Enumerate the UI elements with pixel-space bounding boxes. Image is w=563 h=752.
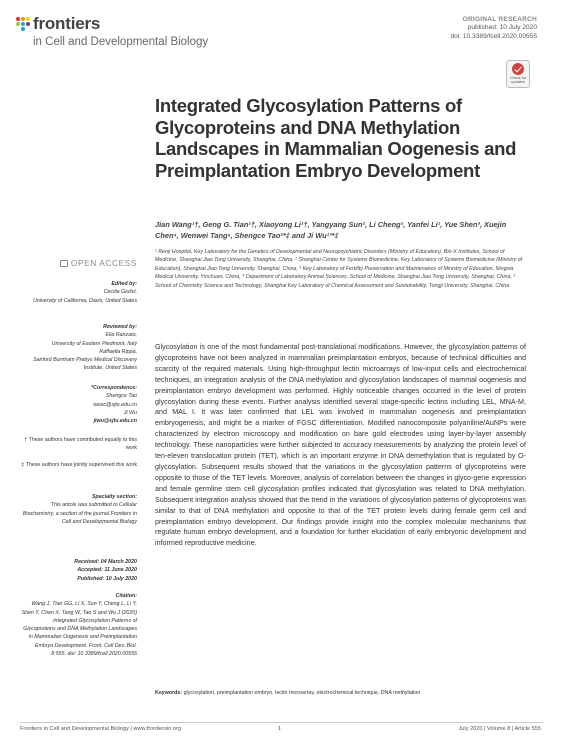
published-date: published: 10 July 2020 (467, 24, 537, 32)
reviewed-by-label: Reviewed by: (103, 324, 137, 330)
specialty-label: Specialty section: (91, 494, 137, 500)
corr2-name: Ji Wu (123, 409, 137, 416)
received-date: Received: 04 March 2020 (74, 559, 137, 565)
citation (20, 592, 137, 658)
edited-by-label: Edited by: (111, 281, 137, 287)
corr2-email[interactable]: jiwu@sjtu.edu.cn (93, 418, 137, 425)
keywords (155, 690, 535, 696)
open-access-label: OPEN ACCESS (38, 258, 137, 268)
page-number: 1 (278, 726, 282, 732)
keywords-text: glycosylation, preimplantation embryo, lectin microarray, electrochemical technique, DNA methylation (183, 690, 421, 696)
article-title: Integrated Glycosylation Patterns of Glycoproteins and DNA Methylation Landscapes in Mammalian Oogenesis and Preimplantation Embryo Development (155, 95, 517, 181)
author-list[interactable]: Jian Wang¹†, Geng G. Tian¹†, Xiaoyong Li¹†, Yangyang Sun², Li Cheng², Yanfei Li¹, Yue Shen³, Xuejin Chen⁴, Wenwei Tang⁵, Shengce Tao²*‡ and Ji Wu¹³*‡ (155, 220, 507, 240)
doi[interactable]: doi: 10.3389/fcell.2020.00555 (450, 32, 537, 40)
reviewer2-affiliation: Sanford Burnham Prebys Medical Discovery Institute, United States (33, 357, 137, 372)
corr1-name: Shengce Tao (105, 393, 137, 400)
specialty-text: This article was submitted to Cellular Biochemistry, a section of the journal Frontiers in Cell and Developmental Biology (22, 502, 137, 525)
joint-supervision-note: ‡ These authors have jointly supervised this work (21, 462, 137, 468)
correspondence-label: *Correspondence: (91, 385, 137, 391)
footer-journal[interactable]: Frontiers in Cell and Developmental Biology | www.frontiersin.org (20, 726, 181, 732)
article-type: ORIGINAL RESEARCH (462, 16, 537, 23)
edited-by (20, 280, 137, 305)
editor-affiliation: University of California, Davis, United States (33, 297, 137, 304)
corr1-email[interactable]: taosc@sjtu.edu.cn (93, 401, 137, 408)
affiliations: ¹ Renji Hospital, Key Laboratory for the Genetics of Developmental and Neuropsychiatric Disorders (Ministry of Education), Bio-X Institutes, School of Medicine, Shanghai Jiao Tong University, Shanghai, China, ² Shanghai Center for Systems Biomedicine, Key Laboratory of Systems Biomedicine (Ministry of Education), Shanghai Jiao Tong University, Shanghai, China, ³ Key Laboratory of Fertility Preservation and Maintenance of Ministry of Education, Ningxia Medical University, Yinchuan, China, ⁴ Department of Laboratory Animal Sciences, School of Medicine, Shanghai Jiao Tong University, Shanghai, China, ⁵ School of Chemistry Science and Technology, Shanghai Key Laboratory of Chemical Assessment and Sustainability, Tongji University, Shanghai, China (155, 249, 523, 289)
check-icon (512, 63, 524, 75)
journal-name: in Cell and Developmental Biology (33, 36, 209, 48)
check-updates-label: Check for updates (509, 76, 527, 84)
brand-name: frontiers (33, 14, 101, 33)
correspondence (20, 384, 137, 425)
reviewed-by (20, 323, 137, 373)
reviewer1-affiliation: University of Eastern Piedmont, Italy (51, 340, 137, 347)
accepted-date: Accepted: 11 June 2020 (77, 567, 137, 574)
published-date-sidebar: Published: 10 July 2020 (77, 575, 137, 582)
specialty-section (20, 493, 137, 526)
article-meta (450, 16, 537, 41)
reviewer1-name[interactable]: Elia Ranzato, (105, 332, 137, 339)
reviewer2-name[interactable]: Raffaella Rippa, (99, 348, 137, 355)
footer-divider (20, 722, 543, 723)
check-for-updates-button[interactable] (506, 60, 530, 88)
citation-text: Wang J, Tian GG, Li X, Sun Y, Cheng L, Li Y, Shen Y, Chen X, Tang W, Tao S and Wu J (2020) Integrated Glycosylation Patterns of Glycoproteins and DNA Methylation Landscapes in Mammalian Oogenesis and Preimplantation Embryo Development. Front. Cell Dev. Biol. 8:555. doi: 10.3389/fcell.2020.00555 (21, 601, 137, 658)
frontiers-logo[interactable] (16, 14, 256, 54)
keywords-label: Keywords: (155, 690, 183, 696)
unlock-icon (60, 260, 68, 267)
dates (20, 558, 137, 583)
editor-name[interactable]: Cecilia Giulivi, (103, 289, 137, 296)
footer-issue: July 2020 | Volume 8 | Article 555 (458, 726, 541, 732)
abstract-text: Glycosylation is one of the most fundamental post-translational modifications. However, the glycosylation patterns of glycoproteins have not been analyzed in mammalian preimplantation embryos, because of technical difficulties and scarcity of the required materials. Using high-throughput lectin microarrays of low-input cells and electrochemical techniques, an integration analysis of the DNA methylation and glycosylation landscapes of mammal oogenesis and preimplantation embryo development was performed. Highly noticeable changes occurred in the level of protein glycosylation during these events. Further analysis identified several stage-specific lectins including LEL, MNA-M, and MAL I. It was later confirmed that LEL was involved in mammalian oogenesis and preimplantation embryogenesis, and might be a marker of FGSC differentiation. Modified nanocomposite polyaniline/AuNPs were characterized by electron microscopy and modification on bare gold electrodes using layer-by-layer assembly technology. These nanoparticles were further subjected to accuracy measurements by analyzing the protein level of ten-eleven translocation protein (TET), which is an important enzyme in DNA demethylation that is regulated by O-glycosylation. Subsequent results showed that the variations in the glycosylation patterns of glycoproteins were opposite to those of the TET levels. Moreover, analysis of correlation between the changes in glyco-gene expression and female germline stem cell glycosylation profiles indicated that glycosylation was related to DNA methylation. Subsequent integration analysis showed that the trend in the variations of glycosylation patterns of glycoproteins was similar to that of DNA methylation and opposite to that of the TET protein levels during female germ cell and preimplantation embryo development. Our findings provide insight into the complex molecular mechanisms that regulate human embryo development, and a foundation for further elucidation of early embryonic development and informed reproductive medicine. (155, 343, 526, 548)
equal-contribution-note: † These authors have contributed equally to this work (24, 437, 137, 452)
citation-label: Citation: (115, 593, 137, 599)
frontiers-logo-mark-icon (16, 17, 30, 31)
